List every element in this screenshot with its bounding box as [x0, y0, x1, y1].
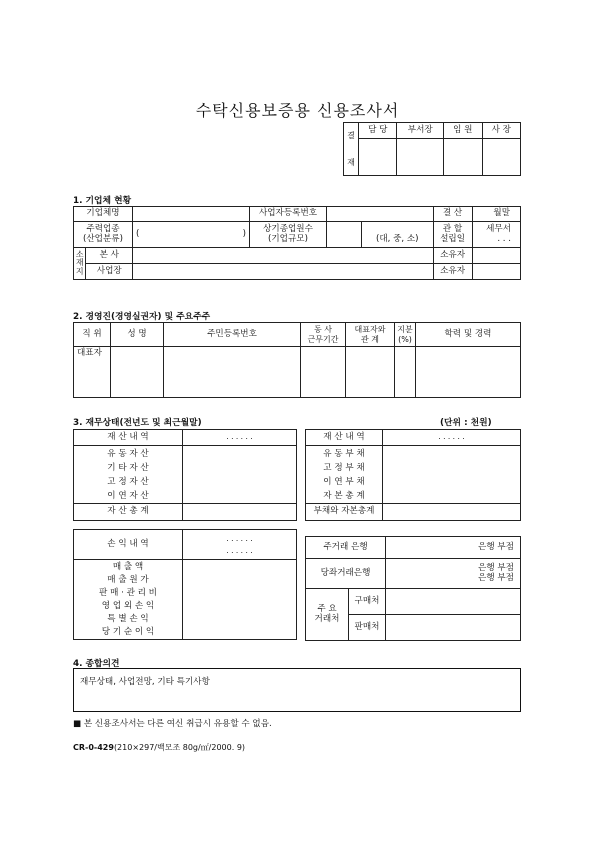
- closing-label: 결 산: [433, 207, 472, 222]
- assets-values[interactable]: [183, 446, 297, 504]
- approval-sign-dept[interactable]: [397, 139, 444, 176]
- opinion-placeholder: 재무상태, 사업전망, 기타 특기사항: [80, 677, 210, 687]
- location-label: 소 재 지: [74, 248, 86, 280]
- liab-dots: . . . . . .: [383, 430, 521, 446]
- header-name: 성 명: [111, 323, 164, 347]
- management-table: [73, 322, 521, 398]
- footer-note: ■ 본 신용조사서는 다른 여신 취급시 유용할 수 없음.: [73, 719, 272, 729]
- header-share: 지분 (%): [395, 323, 416, 347]
- deposit-bank-field[interactable]: 은행 부점 은행 부점: [386, 559, 521, 589]
- liabilities-table: [305, 429, 521, 521]
- worksite-label: 사업장: [86, 264, 133, 280]
- approval-sign-ceo[interactable]: [482, 139, 520, 176]
- header-career: 학력 및 경력: [416, 323, 521, 347]
- main-biz-field[interactable]: ( ): [133, 222, 250, 248]
- sales-field[interactable]: [386, 615, 521, 641]
- main-biz-label: 주력업종 (산업분류): [74, 222, 133, 248]
- liab-total-label: 부채와 자본총계: [306, 504, 383, 521]
- relation-cell[interactable]: [346, 347, 395, 398]
- section-3-heading: 3. 재무상태(전년도 및 최근월말): [73, 418, 202, 428]
- pl-header: 손 익 내 역: [74, 530, 183, 560]
- form-code: CR-0-429(210×297/백모조 80g/㎡/2000. 9): [73, 743, 246, 752]
- sales-label: 판매처: [349, 615, 386, 641]
- tax-office-label: 관 할 설립일: [433, 222, 472, 248]
- section-4-heading: 4. 종합의견: [73, 659, 120, 669]
- assets-items: 유 동 자 산 기 타 자 산 고 정 자 산 이 연 자 산: [74, 446, 183, 504]
- tax-office-field[interactable]: 세무서 . . .: [472, 222, 520, 248]
- pl-table: [73, 529, 297, 640]
- biz-reg-label: 사업자등록번호: [250, 207, 327, 222]
- header-tenure: 동 사 근무기간: [301, 323, 346, 347]
- header-relation: 대표자와 관 계: [346, 323, 395, 347]
- purchase-label: 구매처: [349, 589, 386, 615]
- pl-items: 매 출 액 매 출 원 가 판 매 · 관 리 비 영 업 외 손 익 특 별 손 익 당 기 순 이 익: [74, 560, 183, 640]
- header-rrn: 주민등록번호: [164, 323, 301, 347]
- employees-label: 상기종업원수 (기업규모): [250, 222, 327, 248]
- assets-total-value[interactable]: [183, 504, 297, 521]
- liab-header: 재 산 내 역: [306, 430, 383, 446]
- head-office-owner-field[interactable]: [472, 248, 520, 264]
- approval-header-exec: 임 원: [444, 123, 482, 139]
- head-office-label: 본 사: [86, 248, 133, 264]
- career-cell[interactable]: [416, 347, 521, 398]
- approval-header-ceo: 사 장: [482, 123, 520, 139]
- share-cell[interactable]: [395, 347, 416, 398]
- header-position: 직 위: [74, 323, 111, 347]
- tenure-cell[interactable]: [301, 347, 346, 398]
- assets-dots: . . . . . .: [183, 430, 297, 446]
- scale-options: (대, 중, 소): [362, 222, 434, 248]
- liab-total-value[interactable]: [383, 504, 521, 521]
- bank-table: [305, 536, 521, 641]
- pl-values[interactable]: [183, 560, 297, 640]
- company-name-label: 기업체명: [74, 207, 133, 222]
- head-office-field[interactable]: [133, 248, 434, 264]
- assets-table: [73, 429, 297, 521]
- liab-items: 유 동 부 채 고 정 부 채 이 연 부 채 자 본 총 계: [306, 446, 383, 504]
- approval-header-staff: 담 당: [359, 123, 397, 139]
- approval-header-dept: 부서장: [397, 123, 444, 139]
- company-table: [73, 206, 521, 280]
- section-1-heading: 1. 기업체 현황: [73, 196, 132, 206]
- approval-sign-exec[interactable]: [444, 139, 482, 176]
- employees-field[interactable]: [327, 222, 362, 248]
- head-office-owner-label: 소유자: [433, 248, 472, 264]
- document-title: 수탁신용보증용 신용조사서: [195, 101, 400, 120]
- biz-reg-field[interactable]: [327, 207, 434, 222]
- assets-total-label: 자 산 총 계: [74, 504, 183, 521]
- partners-label: 주 요 거래처: [306, 589, 349, 641]
- worksite-field[interactable]: [133, 264, 434, 280]
- company-name-field[interactable]: [133, 207, 250, 222]
- rrn-cell[interactable]: [164, 347, 301, 398]
- liab-values[interactable]: [383, 446, 521, 504]
- opinion-box[interactable]: [73, 668, 521, 712]
- name-cell[interactable]: [111, 347, 164, 398]
- main-bank-field[interactable]: 은행 부점: [386, 537, 521, 559]
- closing-value[interactable]: 월말: [472, 207, 520, 222]
- approval-sign-staff[interactable]: [359, 139, 397, 176]
- ceo-row-label: 대표자: [74, 347, 111, 398]
- section-2-heading: 2. 경영진(경영실권자) 및 주요주주: [73, 312, 211, 322]
- unit-label: (단위 : 천원): [440, 418, 492, 428]
- approval-table: [343, 122, 521, 176]
- main-bank-label: 주거래 은행: [306, 537, 386, 559]
- worksite-owner-label: 소유자: [433, 264, 472, 280]
- purchase-field[interactable]: [386, 589, 521, 615]
- pl-dots: . . . . . . . . . . . .: [183, 530, 297, 560]
- approval-side-label: 결 재: [344, 123, 359, 176]
- deposit-bank-label: 당좌거래은행: [306, 559, 386, 589]
- assets-header: 재 산 내 역: [74, 430, 183, 446]
- worksite-owner-field[interactable]: [472, 264, 520, 280]
